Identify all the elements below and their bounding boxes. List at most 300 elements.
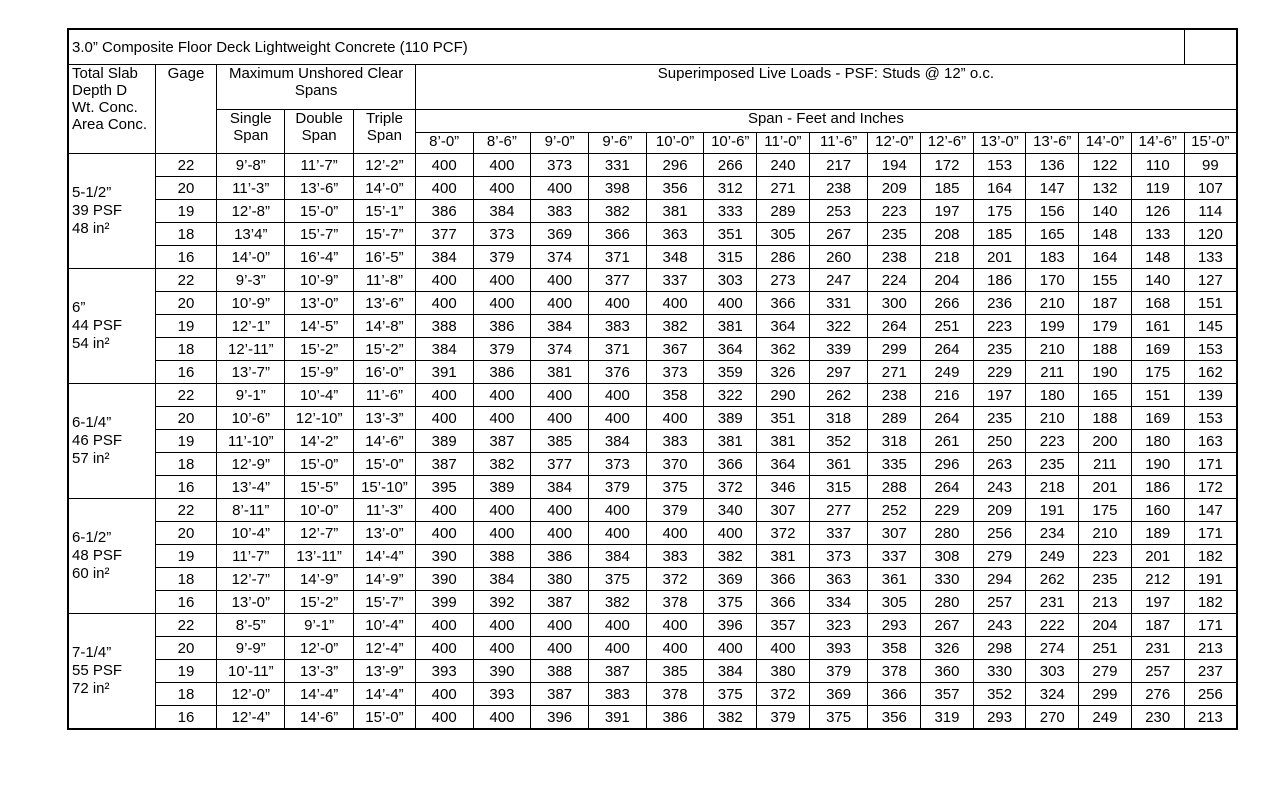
load-cell: 243: [973, 476, 1026, 499]
load-cell: 191: [1184, 568, 1237, 591]
load-cell: 209: [868, 177, 921, 200]
load-cell: 400: [415, 499, 473, 522]
load-cell: 262: [1026, 568, 1079, 591]
load-cell: 289: [757, 200, 810, 223]
load-cell: 400: [531, 177, 589, 200]
triple-span-cell: 15’-2”: [354, 338, 416, 361]
load-cell: 363: [646, 223, 704, 246]
single-span-header: Single Span: [217, 110, 285, 154]
load-cell: 395: [415, 476, 473, 499]
load-cell: 400: [415, 522, 473, 545]
load-cell: 318: [809, 407, 868, 430]
load-cell: 381: [646, 200, 704, 223]
load-cell: 180: [1131, 430, 1184, 453]
load-cell: 288: [868, 476, 921, 499]
load-cell: 400: [415, 407, 473, 430]
load-cell: 337: [809, 522, 868, 545]
load-cell: 212: [1131, 568, 1184, 591]
load-cell: 132: [1079, 177, 1132, 200]
load-cell: 358: [646, 384, 704, 407]
load-cell: 299: [1079, 683, 1132, 706]
load-cell: 266: [704, 154, 757, 177]
load-cell: 213: [1079, 591, 1132, 614]
load-cell: 319: [921, 706, 974, 730]
load-cell: 375: [588, 568, 646, 591]
load-cell: 352: [809, 430, 868, 453]
single-span-cell: 10’-11”: [217, 660, 285, 683]
double-span-cell: 10’-9”: [285, 269, 354, 292]
table-row: [68, 407, 1237, 430]
load-cell: 366: [588, 223, 646, 246]
load-cell: 267: [809, 223, 868, 246]
load-cell: 140: [1131, 269, 1184, 292]
load-cell: 351: [704, 223, 757, 246]
table-row: [68, 384, 1237, 407]
single-span-cell: 9’-1”: [217, 384, 285, 407]
double-span-cell: 10’-4”: [285, 384, 354, 407]
double-span-cell: 15’-5”: [285, 476, 354, 499]
load-cell: 400: [588, 614, 646, 637]
load-cell: 318: [868, 430, 921, 453]
double-span-cell: 14’-4”: [285, 683, 354, 706]
triple-span-cell: 13’-9”: [354, 660, 416, 683]
single-span-cell: 11’-10”: [217, 430, 285, 453]
load-cell: 357: [921, 683, 974, 706]
load-cell: 364: [704, 338, 757, 361]
load-cell: 366: [757, 591, 810, 614]
load-cell: 387: [473, 430, 531, 453]
load-cell: 384: [588, 545, 646, 568]
load-cell: 400: [531, 269, 589, 292]
load-cell: 384: [531, 315, 589, 338]
double-span-cell: 15’-0”: [285, 453, 354, 476]
load-cell: 139: [1184, 384, 1237, 407]
load-cell: 243: [973, 614, 1026, 637]
load-cell: 400: [531, 384, 589, 407]
load-cell: 218: [1026, 476, 1079, 499]
load-cell: 277: [809, 499, 868, 522]
load-cell: 369: [704, 568, 757, 591]
load-cell: 234: [1026, 522, 1079, 545]
load-cell: 330: [921, 568, 974, 591]
table-row: [68, 223, 1237, 246]
load-cell: 400: [646, 637, 704, 660]
load-cell: 230: [1131, 706, 1184, 730]
double-span-cell: 13’-0”: [285, 292, 354, 315]
single-span-cell: 12’-1”: [217, 315, 285, 338]
load-cell: 400: [473, 154, 531, 177]
single-span-cell: 14’-0”: [217, 246, 285, 269]
load-cell: 400: [415, 683, 473, 706]
load-cell: 153: [1184, 407, 1237, 430]
load-cell: 249: [1026, 545, 1079, 568]
load-cell: 362: [757, 338, 810, 361]
double-span-cell: 11’-7”: [285, 154, 354, 177]
load-cell: 315: [809, 476, 868, 499]
load-cell: 377: [588, 269, 646, 292]
load-cell: 197: [921, 200, 974, 223]
load-cell: 390: [415, 545, 473, 568]
triple-span-cell: 14’-0”: [354, 177, 416, 200]
load-cell: 201: [1079, 476, 1132, 499]
load-cell: 400: [473, 499, 531, 522]
double-span-cell: 13’-3”: [285, 660, 354, 683]
load-cell: 367: [646, 338, 704, 361]
gage-cell: 18: [155, 683, 217, 706]
double-span-cell: 12’-0”: [285, 637, 354, 660]
load-cell: 218: [921, 246, 974, 269]
triple-span-cell: 13’-0”: [354, 522, 416, 545]
load-cell: 183: [1026, 246, 1079, 269]
load-cell: 376: [588, 361, 646, 384]
load-cell: 373: [588, 453, 646, 476]
load-cell: 324: [1026, 683, 1079, 706]
load-cell: 400: [473, 177, 531, 200]
load-cell: 400: [531, 407, 589, 430]
span-header: 12’-0”: [868, 133, 921, 154]
slab-group-label: 6-1/4” 46 PSF 57 in²: [68, 384, 155, 499]
load-cell: 110: [1131, 154, 1184, 177]
single-span-cell: 13’-4”: [217, 476, 285, 499]
load-cell: 164: [1079, 246, 1132, 269]
triple-span-cell: 15’-0”: [354, 453, 416, 476]
double-span-cell: 15’-7”: [285, 223, 354, 246]
load-cell: 381: [704, 430, 757, 453]
load-cell: 352: [973, 683, 1026, 706]
load-cell: 280: [921, 591, 974, 614]
load-cell: 256: [973, 522, 1026, 545]
span-header: 11’-0”: [757, 133, 810, 154]
load-cell: 156: [1026, 200, 1079, 223]
load-cell: 334: [809, 591, 868, 614]
load-cell: 400: [473, 637, 531, 660]
load-cell: 331: [588, 154, 646, 177]
table-row: [68, 568, 1237, 591]
load-cell: 190: [1079, 361, 1132, 384]
load-cell: 388: [531, 660, 589, 683]
load-cell: 400: [646, 292, 704, 315]
load-cell: 379: [473, 246, 531, 269]
load-cell: 305: [757, 223, 810, 246]
table-title: 3.0” Composite Floor Deck Lightweight Concrete (110 PCF): [68, 29, 1184, 65]
load-cell: 383: [531, 200, 589, 223]
table-row: [68, 338, 1237, 361]
load-cell: 296: [646, 154, 704, 177]
load-cell: 384: [704, 660, 757, 683]
gage-cell: 16: [155, 476, 217, 499]
span-header: 13’-0”: [973, 133, 1026, 154]
load-cell: 400: [646, 407, 704, 430]
load-cell: 161: [1131, 315, 1184, 338]
load-cell: 147: [1184, 499, 1237, 522]
load-cell: 375: [646, 476, 704, 499]
load-cell: 400: [415, 292, 473, 315]
load-cell: 357: [757, 614, 810, 637]
span-header: 8’-0”: [415, 133, 473, 154]
table-row: [68, 683, 1237, 706]
load-cell: 175: [1131, 361, 1184, 384]
gage-cell: 19: [155, 545, 217, 568]
load-cell: 379: [588, 476, 646, 499]
gage-cell: 20: [155, 522, 217, 545]
load-cell: 400: [757, 637, 810, 660]
max-unshored-header: Maximum Unshored Clear Spans: [217, 65, 415, 110]
load-cell: 235: [973, 407, 1026, 430]
double-span-cell: 12’-7”: [285, 522, 354, 545]
load-cell: 140: [1079, 200, 1132, 223]
load-cell: 286: [757, 246, 810, 269]
load-cell: 370: [646, 453, 704, 476]
span-header: 9’-6”: [588, 133, 646, 154]
single-span-cell: 12’-8”: [217, 200, 285, 223]
double-span-cell: 10’-0”: [285, 499, 354, 522]
load-cell: 363: [809, 568, 868, 591]
slab-group-label: 6-1/2” 48 PSF 60 in²: [68, 499, 155, 614]
load-cell: 383: [646, 430, 704, 453]
load-cell: 250: [973, 430, 1026, 453]
load-cell: 383: [588, 315, 646, 338]
load-cell: 379: [757, 706, 810, 730]
load-cell: 384: [531, 476, 589, 499]
single-span-cell: 12’-9”: [217, 453, 285, 476]
load-cell: 387: [588, 660, 646, 683]
double-span-cell: 14’-9”: [285, 568, 354, 591]
load-cell: 384: [473, 568, 531, 591]
load-cell: 378: [646, 683, 704, 706]
load-cell: 400: [588, 384, 646, 407]
load-cell: 185: [973, 223, 1026, 246]
load-cell: 264: [921, 407, 974, 430]
load-cell: 257: [973, 591, 1026, 614]
load-cell: 379: [809, 660, 868, 683]
load-cell: 299: [868, 338, 921, 361]
load-cell: 210: [1079, 522, 1132, 545]
load-cell: 387: [531, 683, 589, 706]
load-cell: 236: [973, 292, 1026, 315]
load-cell: 303: [704, 269, 757, 292]
table-row: [68, 522, 1237, 545]
triple-span-cell: 11’-8”: [354, 269, 416, 292]
load-cell: 223: [973, 315, 1026, 338]
load-cell: 276: [1131, 683, 1184, 706]
double-span-cell: 15’-9”: [285, 361, 354, 384]
table-row: [68, 660, 1237, 683]
load-cell: 190: [1131, 453, 1184, 476]
span-header: 14’-6”: [1131, 133, 1184, 154]
gage-cell: 22: [155, 384, 217, 407]
table-row: [68, 706, 1237, 730]
load-cell: 289: [868, 407, 921, 430]
load-cell: 223: [1026, 430, 1079, 453]
load-cell: 384: [588, 430, 646, 453]
load-cell: 168: [1131, 292, 1184, 315]
load-cell: 204: [921, 269, 974, 292]
load-cell: 375: [809, 706, 868, 730]
load-cell: 217: [809, 154, 868, 177]
load-cell: 398: [588, 177, 646, 200]
load-cell: 279: [1079, 660, 1132, 683]
load-cell: 386: [473, 361, 531, 384]
load-cell: 293: [868, 614, 921, 637]
load-cell: 348: [646, 246, 704, 269]
single-span-cell: 11’-3”: [217, 177, 285, 200]
load-cell: 107: [1184, 177, 1237, 200]
load-cell: 155: [1079, 269, 1132, 292]
triple-span-cell: 12’-4”: [354, 637, 416, 660]
load-cell: 279: [973, 545, 1026, 568]
load-cell: 373: [531, 154, 589, 177]
table-row: [68, 177, 1237, 200]
load-cell: 388: [473, 545, 531, 568]
load-cell: 400: [415, 154, 473, 177]
load-cell: 400: [415, 614, 473, 637]
load-cell: 163: [1184, 430, 1237, 453]
load-cell: 224: [868, 269, 921, 292]
table-row: [68, 430, 1237, 453]
load-cell: 249: [921, 361, 974, 384]
table-row: [68, 591, 1237, 614]
load-cell: 235: [868, 223, 921, 246]
load-cell: 186: [1131, 476, 1184, 499]
load-cell: 377: [415, 223, 473, 246]
load-cell: 170: [1026, 269, 1079, 292]
superimposed-loads-header: Superimposed Live Loads - PSF: Studs @ 12” o.c.: [415, 65, 1237, 110]
triple-span-cell: 16’-5”: [354, 246, 416, 269]
double-span-cell: 13’-11”: [285, 545, 354, 568]
gage-cell: 22: [155, 269, 217, 292]
load-cell: 296: [921, 453, 974, 476]
load-cell: 373: [809, 545, 868, 568]
load-cell: 208: [921, 223, 974, 246]
load-cell: 326: [921, 637, 974, 660]
load-cell: 382: [704, 545, 757, 568]
gage-cell: 20: [155, 177, 217, 200]
load-cell: 400: [415, 177, 473, 200]
load-cell: 400: [588, 407, 646, 430]
load-cell: 119: [1131, 177, 1184, 200]
load-cell: 385: [646, 660, 704, 683]
load-cell: 385: [531, 430, 589, 453]
load-cell: 247: [809, 269, 868, 292]
load-cell: 253: [809, 200, 868, 223]
load-cell: 400: [588, 522, 646, 545]
gage-cell: 19: [155, 200, 217, 223]
load-cell: 187: [1079, 292, 1132, 315]
span-header: 14’-0”: [1079, 133, 1132, 154]
load-cell: 359: [704, 361, 757, 384]
load-cell: 293: [973, 706, 1026, 730]
slab-group-label: 6” 44 PSF 54 in²: [68, 269, 155, 384]
single-span-cell: 9’-3”: [217, 269, 285, 292]
load-cell: 400: [473, 407, 531, 430]
load-cell: 393: [809, 637, 868, 660]
slab-group-label: 7-1/4” 55 PSF 72 in²: [68, 614, 155, 730]
load-cell: 305: [868, 591, 921, 614]
load-cell: 249: [1079, 706, 1132, 730]
load-cell: 400: [531, 637, 589, 660]
load-cell: 380: [757, 660, 810, 683]
load-cell: 373: [473, 223, 531, 246]
triple-span-cell: 15’-1”: [354, 200, 416, 223]
load-cell: 147: [1026, 177, 1079, 200]
load-cell: 210: [1026, 338, 1079, 361]
load-cell: 340: [704, 499, 757, 522]
load-cell: 400: [646, 522, 704, 545]
load-cell: 400: [704, 292, 757, 315]
gage-cell: 16: [155, 706, 217, 730]
load-cell: 252: [868, 499, 921, 522]
load-cell: 197: [1131, 591, 1184, 614]
load-cell: 280: [921, 522, 974, 545]
load-cell: 307: [868, 522, 921, 545]
single-span-cell: 11’-7”: [217, 545, 285, 568]
load-cell: 151: [1131, 384, 1184, 407]
table-row: [68, 154, 1237, 177]
load-cell: 333: [704, 200, 757, 223]
double-span-cell: 14’-6”: [285, 706, 354, 730]
load-cell: 361: [868, 568, 921, 591]
load-cell: 400: [473, 292, 531, 315]
gage-cell: 20: [155, 292, 217, 315]
load-cell: 383: [646, 545, 704, 568]
load-cell: 216: [921, 384, 974, 407]
double-span-cell: 14’-2”: [285, 430, 354, 453]
triple-span-cell: 13’-6”: [354, 292, 416, 315]
single-span-cell: 12’-11”: [217, 338, 285, 361]
load-cell: 126: [1131, 200, 1184, 223]
load-cell: 171: [1184, 522, 1237, 545]
span-header: 10’-0”: [646, 133, 704, 154]
load-cell: 400: [415, 269, 473, 292]
load-cell: 210: [1026, 407, 1079, 430]
triple-span-cell: 15’-7”: [354, 223, 416, 246]
load-cell: 263: [973, 453, 1026, 476]
triple-span-cell: 11’-3”: [354, 499, 416, 522]
load-cell: 169: [1131, 407, 1184, 430]
load-cell: 400: [473, 614, 531, 637]
load-cell: 386: [473, 315, 531, 338]
load-cell: 201: [1131, 545, 1184, 568]
gage-cell: 22: [155, 499, 217, 522]
load-cell: 262: [809, 384, 868, 407]
double-span-cell: 9’-1”: [285, 614, 354, 637]
span-feet-inches-header: Span - Feet and Inches: [415, 110, 1237, 133]
load-cell: 391: [415, 361, 473, 384]
load-cell: 175: [973, 200, 1026, 223]
slab-depth-header: Total Slab Depth D Wt. Conc. Area Conc.: [68, 65, 155, 154]
load-cell: 120: [1184, 223, 1237, 246]
load-cell: 223: [868, 200, 921, 223]
triple-span-cell: 14’-6”: [354, 430, 416, 453]
load-cell: 393: [415, 660, 473, 683]
load-cell: 136: [1026, 154, 1079, 177]
load-cell: 393: [473, 683, 531, 706]
table-row: [68, 499, 1237, 522]
load-cell: 356: [868, 706, 921, 730]
span-header: 12’-6”: [921, 133, 974, 154]
load-cell: 339: [809, 338, 868, 361]
load-cell: 366: [704, 453, 757, 476]
load-cell: 257: [1131, 660, 1184, 683]
load-cell: 223: [1079, 545, 1132, 568]
load-cell: 400: [531, 614, 589, 637]
load-cell: 153: [973, 154, 1026, 177]
single-span-cell: 10’-9”: [217, 292, 285, 315]
single-span-cell: 13’-0”: [217, 591, 285, 614]
load-cell: 396: [704, 614, 757, 637]
load-cell: 211: [1079, 453, 1132, 476]
load-cell: 148: [1131, 246, 1184, 269]
